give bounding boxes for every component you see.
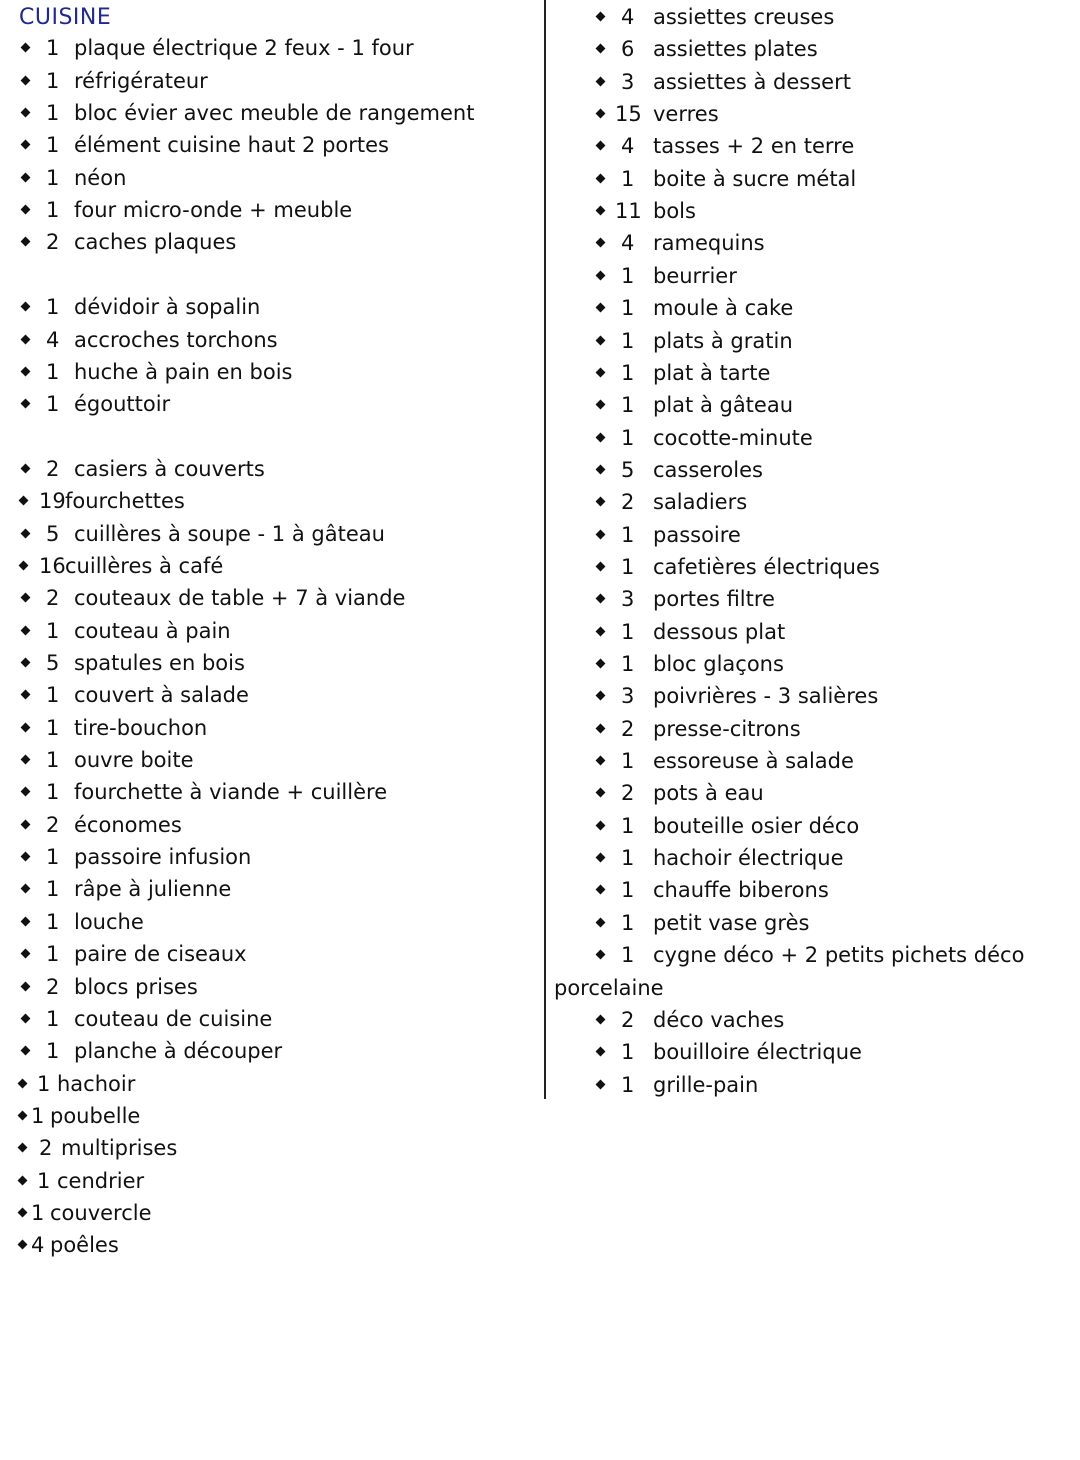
item-quantity: 1	[31, 1103, 45, 1128]
diamond-bullet-icon	[596, 561, 606, 571]
item-quantity: 2	[621, 716, 635, 741]
item-quantity: 6	[621, 37, 635, 62]
diamond-bullet-icon	[596, 594, 606, 604]
item-quantity: 1	[621, 1040, 635, 1065]
diamond-bullet-icon	[21, 787, 31, 797]
item-label: poubelle	[50, 1103, 141, 1128]
item-label: couteau à pain	[74, 618, 231, 643]
item-label: accroches torchons	[74, 327, 278, 352]
diamond-bullet-icon	[18, 1110, 28, 1120]
item-label: moule à cake	[653, 296, 794, 321]
item-quantity: 2	[621, 1007, 635, 1032]
diamond-bullet-icon	[21, 625, 31, 635]
item-quantity: 2	[46, 586, 60, 611]
diamond-bullet-icon	[596, 756, 606, 766]
diamond-bullet-icon	[21, 755, 31, 765]
diamond-bullet-icon	[596, 626, 606, 636]
diamond-bullet-icon	[596, 529, 606, 539]
item-label: chauffe biberons	[653, 878, 829, 903]
diamond-bullet-icon	[596, 44, 606, 54]
section-title: CUISINE	[19, 5, 112, 30]
item-quantity: 5	[46, 521, 60, 546]
item-label: assiettes creuses	[653, 5, 835, 29]
item-label: cocotte-minute	[653, 425, 813, 450]
item-quantity: 1	[46, 683, 60, 708]
item-quantity: 1	[621, 943, 635, 968]
item-label: ouvre boite	[74, 748, 194, 773]
diamond-bullet-icon	[596, 723, 606, 733]
item-label: beurrier	[653, 263, 737, 288]
item-quantity: 1	[46, 909, 60, 934]
item-label: assiettes à dessert	[653, 69, 851, 94]
item-label: plat à gâteau	[653, 393, 794, 418]
item-label: hachoir	[57, 1071, 136, 1096]
item-label: plat à tarte	[653, 360, 771, 385]
diamond-bullet-icon	[596, 109, 606, 119]
diamond-bullet-icon	[19, 496, 29, 506]
item-label: spatules en bois	[74, 651, 245, 675]
item-label: paire de ciseaux	[74, 942, 247, 967]
diamond-bullet-icon	[596, 464, 606, 474]
item-label: dessous plat	[653, 619, 786, 644]
diamond-bullet-icon	[596, 853, 606, 863]
item-label: petit vase grès	[653, 910, 810, 935]
diamond-bullet-icon	[21, 75, 31, 85]
diamond-bullet-icon	[21, 884, 31, 894]
diamond-bullet-icon	[18, 1207, 28, 1217]
item-label: huche à pain en bois	[74, 359, 293, 384]
item-label: casiers à couverts	[74, 456, 265, 481]
item-label: louche	[74, 909, 144, 934]
item-label: bloc glaçons	[653, 652, 784, 676]
item-quantity: 2	[621, 781, 635, 806]
item-label: dévidoir à sopalin	[74, 295, 261, 320]
item-label: élément cuisine haut 2 portes	[74, 133, 389, 158]
item-quantity: 1	[46, 101, 60, 126]
item-quantity: 1	[46, 165, 60, 190]
item-quantity: 3	[621, 587, 635, 612]
item-label: cuillères à café	[65, 553, 224, 578]
item-label: assiettes plates	[653, 37, 818, 62]
item-label: portes filtre	[653, 587, 775, 612]
item-quantity: 11	[615, 199, 642, 224]
item-quantity: 4	[31, 1233, 45, 1258]
item-label: grille-pain	[653, 1072, 759, 1097]
item-quantity: 1	[46, 845, 60, 870]
diamond-bullet-icon	[596, 1079, 606, 1089]
diamond-bullet-icon	[21, 172, 31, 182]
item-quantity: 1	[621, 846, 635, 871]
diamond-bullet-icon	[21, 1046, 31, 1056]
item-quantity: 4	[621, 5, 635, 29]
item-quantity: 4	[621, 134, 635, 159]
item-label: cendrier	[57, 1168, 145, 1193]
item-label: cuillères à soupe - 1 à gâteau	[74, 521, 385, 546]
item-quantity: 1	[46, 133, 60, 158]
diamond-bullet-icon	[21, 722, 31, 732]
item-label: tasses + 2 en terre	[653, 134, 855, 159]
diamond-bullet-icon	[21, 658, 31, 668]
wrapped-text-line: porcelaine	[554, 975, 664, 1000]
item-label: couteau de cuisine	[74, 1006, 273, 1031]
item-label: casseroles	[653, 457, 763, 482]
item-label: pots à eau	[653, 781, 764, 806]
item-label: râpe à julienne	[74, 877, 232, 902]
item-quantity: 1	[46, 748, 60, 773]
item-quantity: 1	[621, 813, 635, 838]
diamond-bullet-icon	[596, 400, 606, 410]
item-quantity: 1	[46, 198, 60, 223]
column-divider	[544, 0, 546, 1099]
diamond-bullet-icon	[596, 950, 606, 960]
item-label: caches plaques	[74, 230, 237, 255]
diamond-bullet-icon	[18, 1143, 28, 1153]
item-quantity: 1	[621, 554, 635, 579]
item-label: tire-bouchon	[74, 715, 208, 740]
diamond-bullet-icon	[596, 367, 606, 377]
diamond-bullet-icon	[21, 302, 31, 312]
item-label: multiprises	[61, 1136, 178, 1161]
diamond-bullet-icon	[596, 497, 606, 507]
diamond-bullet-icon	[596, 76, 606, 86]
item-quantity: 1	[37, 1168, 51, 1193]
diamond-bullet-icon	[21, 528, 31, 538]
item-quantity: 1	[46, 715, 60, 740]
item-quantity: 1	[621, 878, 635, 903]
item-quantity: 4	[621, 231, 635, 256]
diamond-bullet-icon	[21, 399, 31, 409]
item-label: hachoir électrique	[653, 846, 844, 871]
diamond-bullet-icon	[21, 463, 31, 473]
item-label: égouttoir	[74, 392, 171, 417]
item-label: plaque électrique 2 feux - 1 four	[74, 36, 414, 61]
item-quantity: 2	[46, 456, 60, 481]
item-quantity: 1	[621, 749, 635, 774]
item-quantity: 2	[46, 812, 60, 837]
item-quantity: 1	[46, 359, 60, 384]
item-label: réfrigérateur	[74, 68, 208, 93]
item-label: néon	[74, 165, 127, 190]
diamond-bullet-icon	[19, 560, 29, 570]
diamond-bullet-icon	[596, 885, 606, 895]
item-label: couvert à salade	[74, 683, 249, 708]
item-label: saladiers	[653, 490, 748, 515]
item-label: déco vaches	[653, 1007, 785, 1032]
item-quantity: 1	[621, 522, 635, 547]
diamond-bullet-icon	[596, 1014, 606, 1024]
item-quantity: 1	[46, 1006, 60, 1031]
item-quantity: 1	[621, 619, 635, 644]
item-label: couvercle	[50, 1200, 152, 1225]
item-quantity: 1	[621, 166, 635, 191]
item-label: poêles	[50, 1233, 119, 1258]
item-quantity: 1	[621, 263, 635, 288]
item-quantity: 1	[46, 295, 60, 320]
diamond-bullet-icon	[21, 43, 31, 53]
item-label: ramequins	[653, 231, 765, 256]
diamond-bullet-icon	[18, 1175, 28, 1185]
diamond-bullet-icon	[596, 432, 606, 442]
item-quantity: 1	[621, 910, 635, 935]
item-quantity: 15	[615, 102, 642, 127]
item-quantity: 3	[621, 69, 635, 94]
diamond-bullet-icon	[596, 303, 606, 313]
item-label: cygne déco + 2 petits pichets déco	[653, 943, 1025, 968]
item-label: passoire	[653, 522, 741, 547]
item-quantity: 1	[621, 296, 635, 321]
item-quantity: 19	[39, 489, 66, 514]
diamond-bullet-icon	[21, 690, 31, 700]
diamond-bullet-icon	[18, 1078, 28, 1088]
item-quantity: 1	[46, 392, 60, 417]
diamond-bullet-icon	[21, 237, 31, 247]
item-quantity: 2	[39, 1136, 53, 1161]
item-label: économes	[74, 812, 182, 837]
item-label: fourchette à viande + cuillère	[74, 780, 388, 805]
item-label: boite à sucre métal	[653, 166, 857, 191]
item-quantity: 1	[46, 780, 60, 805]
diamond-bullet-icon	[596, 659, 606, 669]
item-label: blocs prises	[74, 974, 198, 999]
item-label: passoire infusion	[74, 845, 252, 870]
diamond-bullet-icon	[596, 270, 606, 280]
diamond-bullet-icon	[596, 335, 606, 345]
diamond-bullet-icon	[21, 205, 31, 215]
diamond-bullet-icon	[596, 12, 606, 22]
diamond-bullet-icon	[21, 334, 31, 344]
item-label: planche à découper	[74, 1039, 283, 1064]
item-label: bloc évier avec meuble de rangement	[74, 101, 475, 126]
item-quantity: 1	[46, 68, 60, 93]
diamond-bullet-icon	[596, 917, 606, 927]
item-quantity: 1	[621, 425, 635, 450]
item-label: fourchettes	[65, 489, 185, 514]
diamond-bullet-icon	[21, 852, 31, 862]
diamond-bullet-icon	[21, 819, 31, 829]
item-label: poivrières - 3 salières	[653, 684, 879, 709]
item-label: plats à gratin	[653, 328, 793, 353]
item-quantity: 16	[39, 553, 66, 578]
diamond-bullet-icon	[21, 593, 31, 603]
item-label: couteaux de table + 7 à viande	[74, 586, 406, 611]
diamond-bullet-icon	[21, 1013, 31, 1023]
diamond-bullet-icon	[18, 1240, 28, 1250]
item-label: four micro-onde + meuble	[74, 198, 353, 223]
diamond-bullet-icon	[21, 981, 31, 991]
item-quantity: 2	[46, 230, 60, 255]
item-quantity: 1	[621, 328, 635, 353]
item-quantity: 1	[621, 393, 635, 418]
diamond-bullet-icon	[21, 916, 31, 926]
item-label: bouilloire électrique	[653, 1040, 862, 1065]
diamond-bullet-icon	[596, 1047, 606, 1057]
diamond-bullet-icon	[596, 238, 606, 248]
diamond-bullet-icon	[596, 173, 606, 183]
diamond-bullet-icon	[596, 820, 606, 830]
item-quantity: 1	[46, 1039, 60, 1064]
item-quantity: 5	[621, 457, 635, 482]
item-quantity: 2	[46, 974, 60, 999]
item-label: presse-citrons	[653, 716, 801, 741]
item-quantity: 1	[46, 618, 60, 643]
item-quantity: 1	[46, 877, 60, 902]
diamond-bullet-icon	[596, 141, 606, 151]
item-quantity: 1	[621, 652, 635, 676]
item-quantity: 4	[46, 327, 60, 352]
item-quantity: 1	[31, 1200, 45, 1225]
diamond-bullet-icon	[596, 788, 606, 798]
diamond-bullet-icon	[21, 108, 31, 118]
item-quantity: 5	[46, 651, 60, 675]
diamond-bullet-icon	[596, 206, 606, 216]
diamond-bullet-icon	[21, 949, 31, 959]
item-label: cafetières électriques	[653, 554, 880, 579]
item-label: essoreuse à salade	[653, 749, 854, 774]
diamond-bullet-icon	[596, 691, 606, 701]
item-quantity: 3	[621, 684, 635, 709]
item-label: verres	[653, 102, 719, 127]
item-label: bouteille osier déco	[653, 813, 860, 838]
item-quantity: 1	[621, 1072, 635, 1097]
diamond-bullet-icon	[21, 140, 31, 150]
item-label: bols	[653, 199, 696, 224]
item-quantity: 1	[621, 360, 635, 385]
item-quantity: 1	[37, 1071, 51, 1096]
diamond-bullet-icon	[21, 366, 31, 376]
item-quantity: 1	[46, 942, 60, 967]
item-quantity: 1	[46, 36, 60, 61]
item-quantity: 2	[621, 490, 635, 515]
